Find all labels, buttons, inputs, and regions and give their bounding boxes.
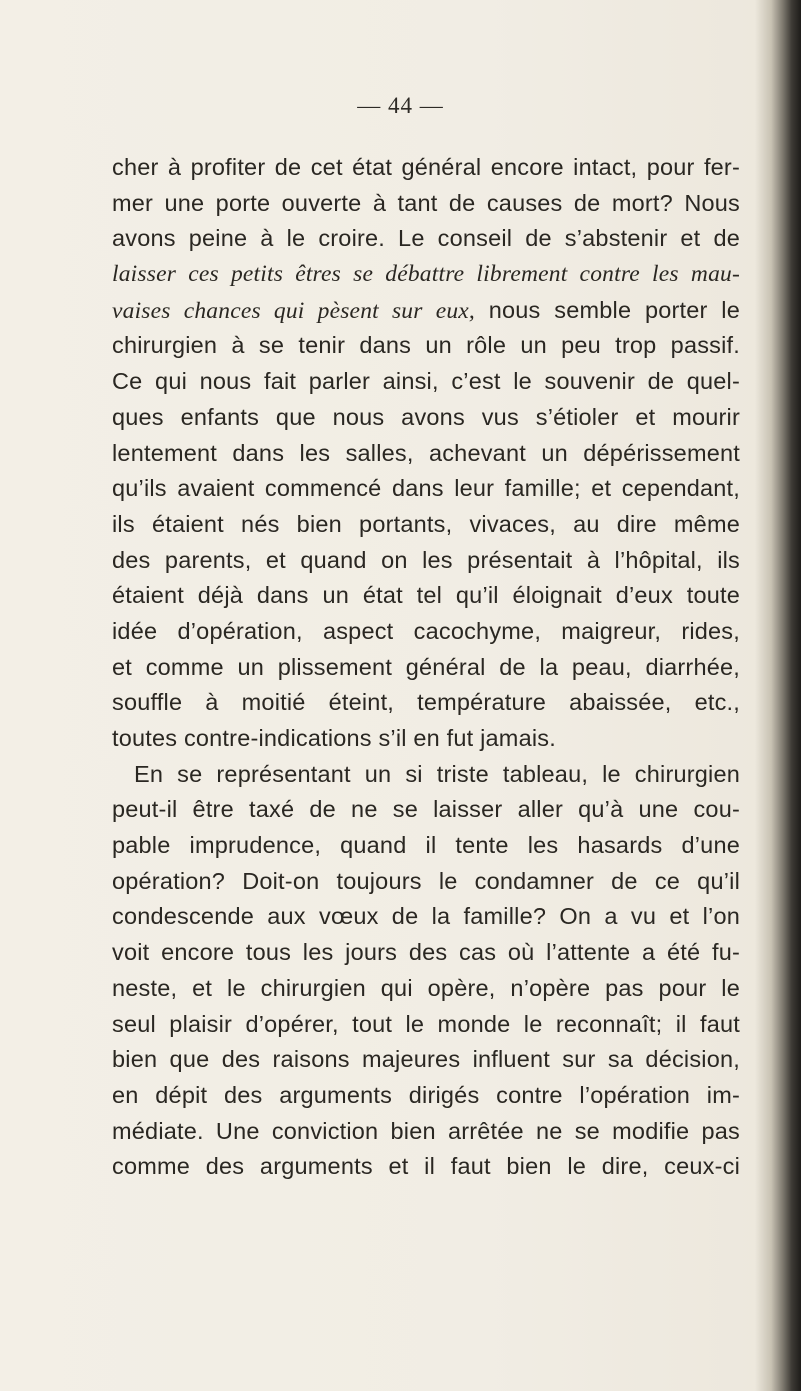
text-line: bien que des raisons majeures influent sur sa décision, — [112, 1046, 740, 1073]
text-line: opération? Doit-on toujours le condamner de ce qu’il — [112, 867, 740, 894]
text-line: ques enfants que nous avons vus s’étioler et mourir — [112, 403, 740, 430]
text-line: neste, et le chirurgien qui opère, n’opère pas pour le — [112, 974, 740, 1001]
text-line: comme des arguments et il faut bien le dire, ceux-ci — [112, 1153, 740, 1180]
text-line: Ce qui nous fait parler ainsi, c’est le souvenir de quel- — [112, 368, 740, 395]
text-line: souffle à moitié éteint, température abaissée, etc., — [112, 689, 740, 716]
text-line-mixed — [112, 293, 740, 329]
text-line: lentement dans les salles, achevant un dépérissement — [112, 439, 740, 466]
roman-phrase: nous semble porter le — [475, 296, 740, 323]
body-text — [112, 150, 740, 1185]
text-line-paragraph-start: En se représentant un si triste tableau, le chirurgien — [134, 760, 740, 787]
text-line: avons peine à le croire. Le conseil de s’abstenir et de — [112, 225, 740, 252]
text-line: des parents, et quand on les présentait à l’hôpital, ils — [112, 546, 740, 573]
text-line: et comme un plissement général de la peau, diarrhée, — [112, 653, 740, 680]
text-line: qu’ils avaient commencé dans leur famille; et cependant, — [112, 475, 740, 502]
text-line: peut-il être taxé de ne se laisser aller qu’à une cou- — [112, 796, 740, 823]
page-number-header: — 44 — — [357, 93, 444, 118]
text-line: idée d’opération, aspect cacochyme, maigreur, rides, — [112, 617, 740, 644]
text-line: seul plaisir d’opérer, tout le monde le reconnaît; il faut — [112, 1010, 740, 1037]
text-line: ils étaient nés bien portants, vivaces, au dire même — [112, 510, 740, 537]
binding-shadow — [755, 0, 801, 1391]
text-line: chirurgien à se tenir dans un rôle un peu trop passif. — [112, 332, 740, 359]
italic-phrase: vaises chances qui pèsent sur eux, — [112, 297, 475, 324]
text-line-italic: laisser ces petits êtres se débattre librement contre les mau- — [112, 261, 740, 288]
text-line: condescende aux vœux de la famille? On a vu et l’on — [112, 903, 740, 930]
text-line: cher à profiter de cet état général encore intact, pour fer- — [112, 154, 740, 180]
text-line: en dépit des arguments dirigés contre l’opération im- — [112, 1081, 740, 1108]
text-line: pable imprudence, quand il tente les hasards d’une — [112, 832, 740, 859]
text-line: étaient déjà dans un état tel qu’il éloignait d’eux toute — [112, 582, 740, 609]
text-line: voit encore tous les jours des cas où l’attente a été fu- — [112, 939, 740, 966]
text-line: toutes contre-indications s’il en fut jamais. — [112, 725, 556, 751]
text-line: médiate. Une conviction bien arrêtée ne se modifie pas — [112, 1117, 740, 1144]
text-line: mer une porte ouverte à tant de causes de mort? Nous — [112, 189, 740, 216]
